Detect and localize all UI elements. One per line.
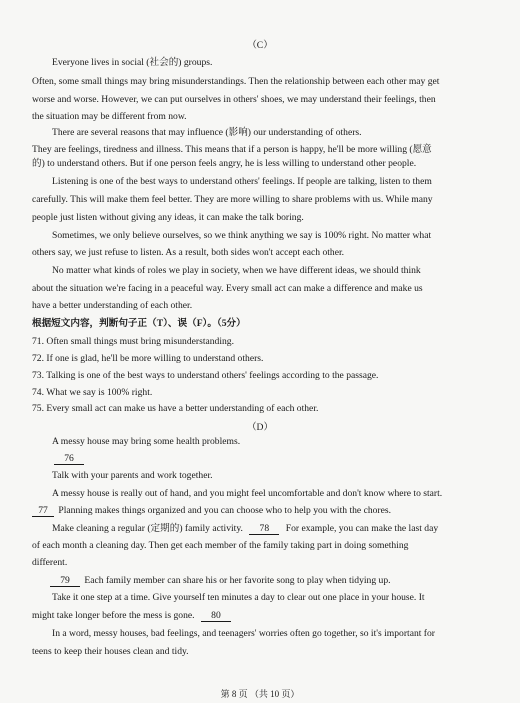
passage-d-heading: （D） [246,422,274,433]
question-74: 74. What we say is 100% right. [32,387,153,398]
paragraph-line: They are feelings, tiredness and illness. This means that if a person is happy, he'll be more willing (愿意 [32,144,432,155]
paragraph-line: Everyone lives in social (社会的) groups. [52,57,213,68]
answer-blank-79[interactable]: 79 [50,576,80,587]
paragraph-line: Often, some small things may bring misunderstandings. Then the relationship between each other may get [32,76,440,87]
paragraph-line: There are several reasons that may influence (影响) our understanding of others. [52,127,362,138]
paragraph-line: teens to keep their houses clean and tidy. [32,646,189,657]
blank-line-76 [52,453,506,465]
paragraph-line: No matter what kinds of roles we play in society, when we have different ideas, we should think [52,265,421,276]
paragraph-line: people just listen without giving any ideas, it can make the talk boring. [32,212,304,223]
paragraph-text: Make cleaning a regular (定期的) family activity. [52,523,243,534]
paragraph-text: might take longer before the mess is gone. [32,610,195,621]
blank-line-77 [32,505,486,517]
paragraph-line: In a word, messy houses, bad feelings, and teenagers' worries often go together, so it's important for [52,628,435,639]
passage-c-heading: （C） [247,40,273,51]
question-72: 72. If one is glad, he'll be more willing to understand others. [32,353,264,364]
paragraph-line: A messy house is really out of hand, and you might feel uncomfortable and don't know where to start. [52,488,443,499]
paragraph-line: Take it one step at a time. Give yourself ten minutes a day to clear out one place in your house. It [52,592,425,603]
paragraph-text: For example, you can make the last day [285,523,439,534]
paragraph-line: different. [32,557,68,568]
paragraph-line: about the situation we're facing in a peaceful way. Every small act can make a difference and make us [32,283,423,294]
answer-blank-80[interactable]: 80 [201,611,231,622]
paragraph-text: Planning makes things organized and you can choose who to help you with the chores. [58,505,392,516]
question-75: 75. Every small act can make us have a better understanding of each other. [32,403,319,414]
paragraph-line: worse and worse. However, we can put ourselves in others' shoes, we may understand their feelings, then [32,94,436,105]
paragraph-line: of each month a cleaning day. Then get each member of the family taking part in doing something [32,540,409,551]
page-footer: 第 8 页 （共 10 页） [220,689,300,699]
paragraph-line: Talk with your parents and work together. [52,470,213,481]
paragraph-line: have a better understanding of each other. [32,300,193,311]
blank-line-78 [52,523,506,535]
blank-line-79 [48,575,502,587]
question-71: 71. Often small things must bring misunderstanding. [32,336,234,347]
answer-blank-78[interactable]: 78 [249,524,279,535]
question-instruction: 根据短文内容，判断句子正（T）、误（F）。（5分） [32,318,246,329]
paragraph-line: Sometimes, we only believe ourselves, so we think anything we say is 100% right. No matter what [52,230,432,241]
paragraph-line: others say, we just refuse to listen. As a result, both sides won't accept each other. [32,247,345,258]
paragraph-line: carefully. This will make them feel better. They are more willing to share problems with us. While many [32,194,433,205]
question-73: 73. Talking is one of the best ways to understand others' feelings according to the passage. [32,370,379,381]
paragraph-line: the situation may be different from now. [32,111,187,122]
blank-line-80 [32,610,486,622]
answer-blank-77[interactable]: 77 [32,506,54,517]
paragraph-line: 的) to understand others. But if one person feels angry, he is less willing to understand other people. [32,158,417,169]
paragraph-text: Each family member can share his or her favorite song to play when tidying up. [84,575,391,586]
paragraph-line: A messy house may bring some health problems. [52,436,241,447]
answer-blank-76[interactable]: 76 [54,454,84,465]
paragraph-line: Listening is one of the best ways to understand others' feelings. If people are talking, listen to them [52,176,432,187]
